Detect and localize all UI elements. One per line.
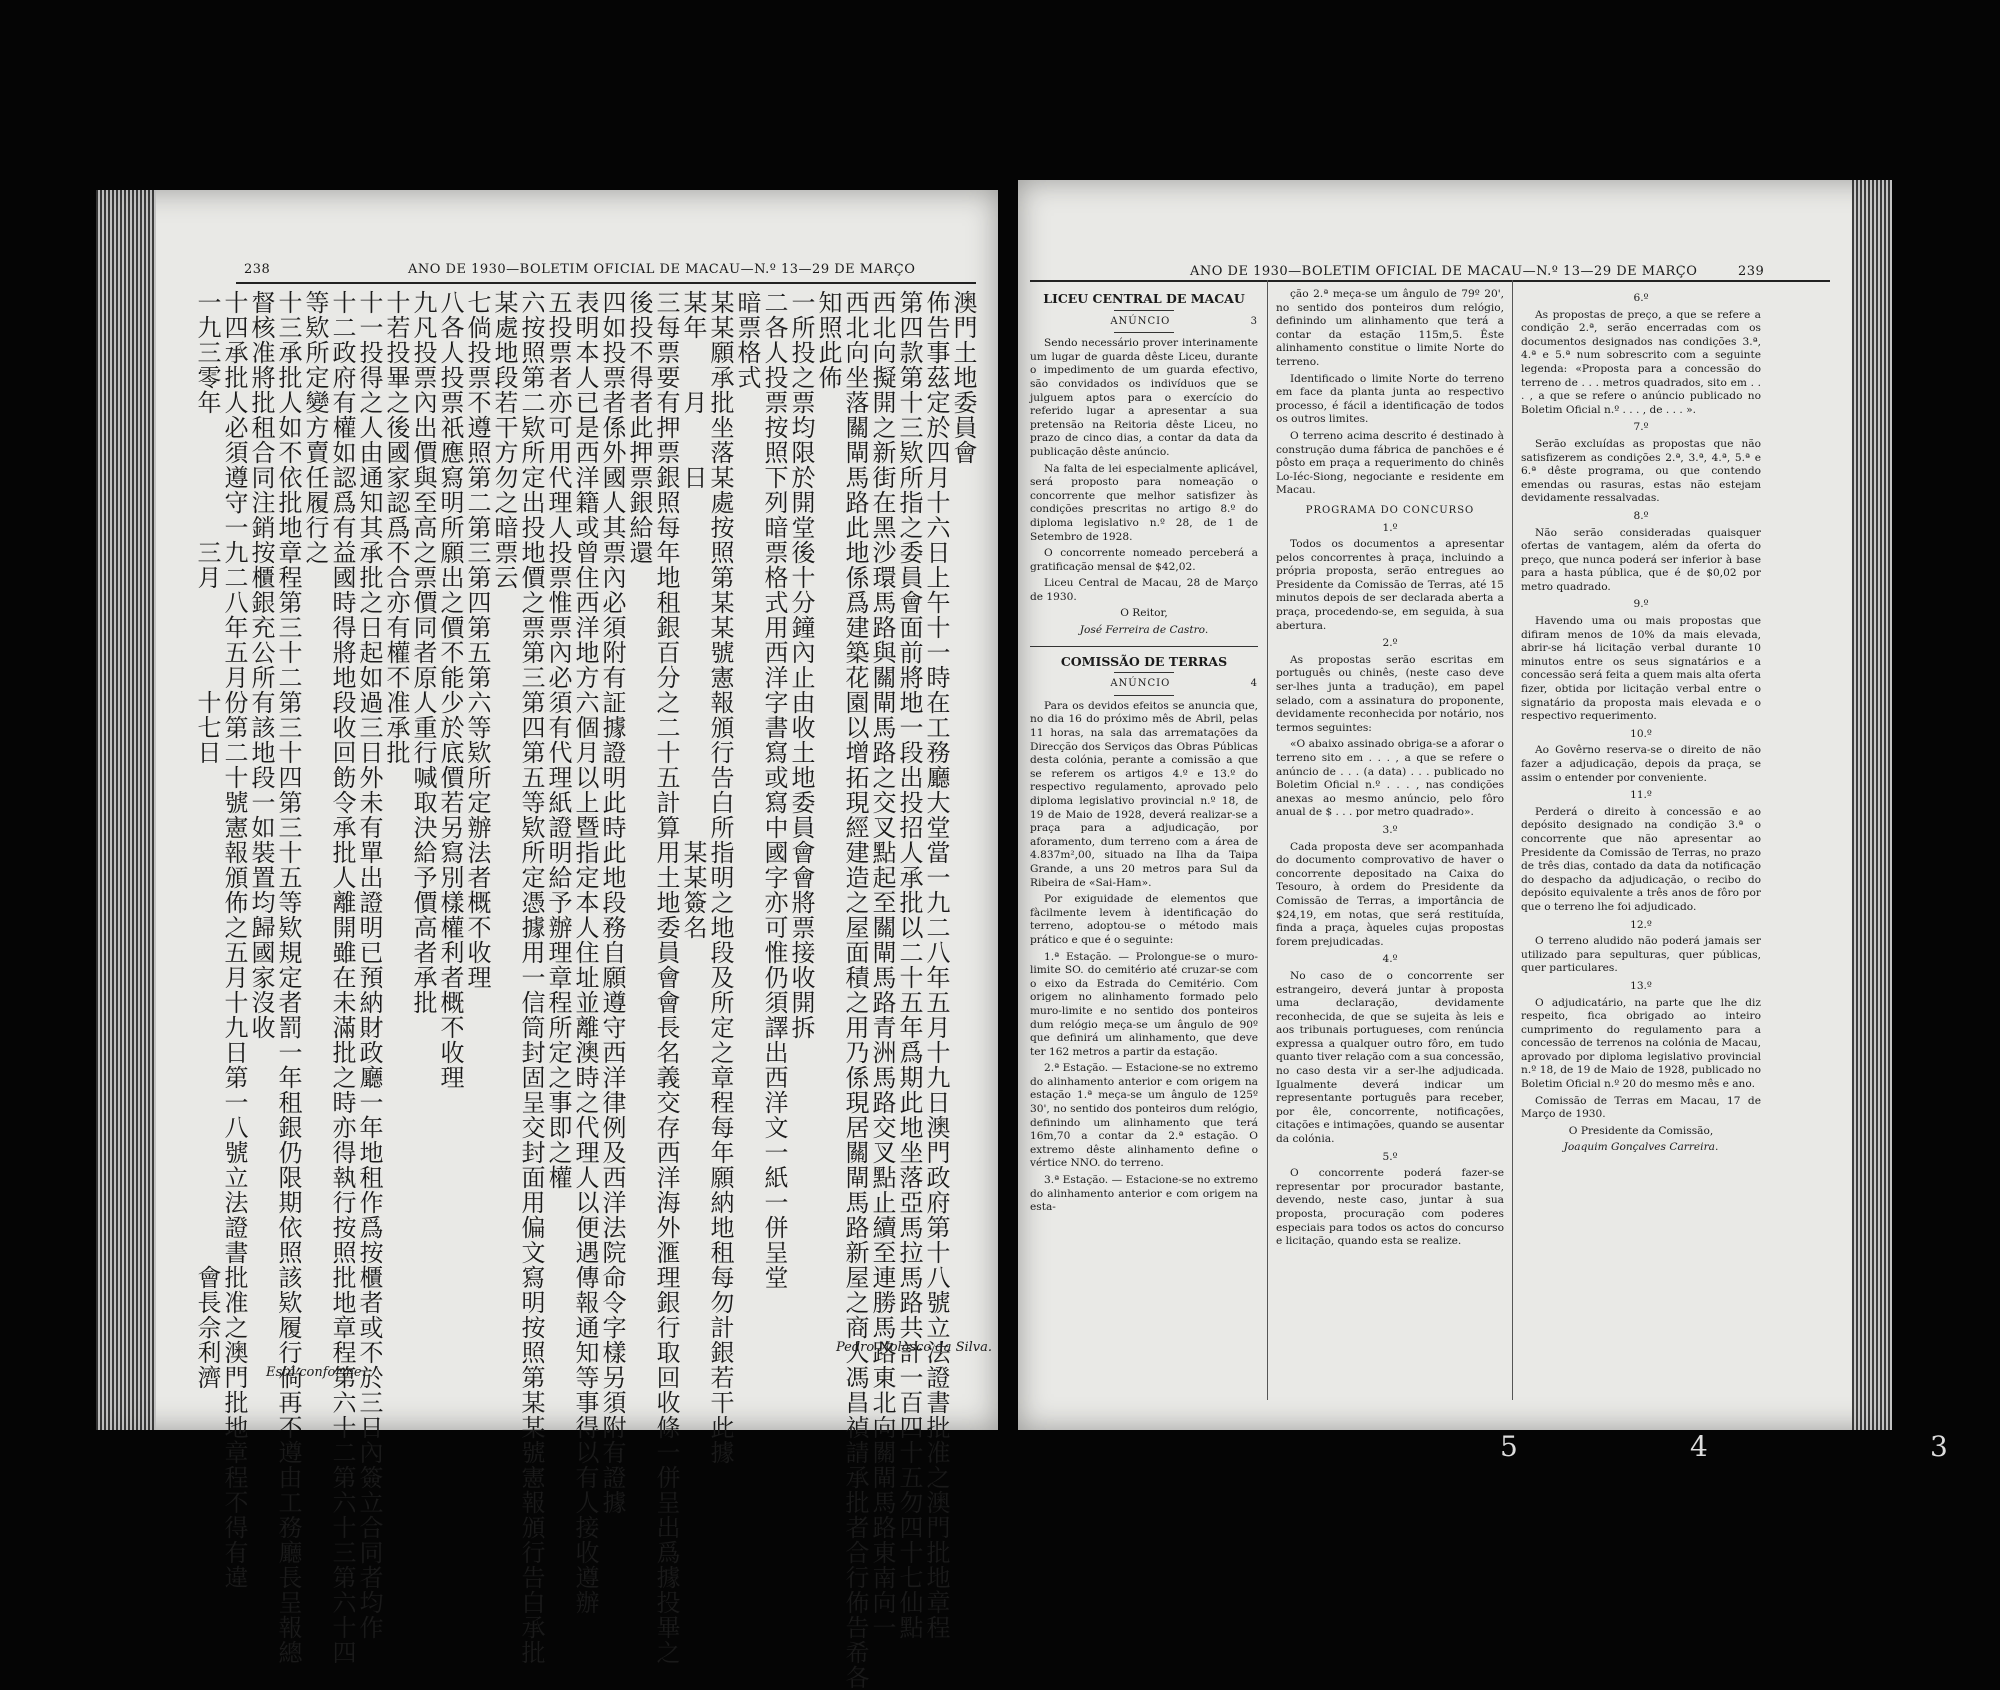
chinese-column: 九凡投票內出價與至高之票價同者原人重行喊取決給予價高者承批 bbox=[409, 290, 437, 1015]
programa-heading: PROGRAMA DO CONCURSO bbox=[1305, 504, 1475, 516]
liceu-paragraph-1: Sendo necessário prover interinamente um lugar de guarda dêste Liceu, durante o impedimento de um guarda efectivo, são convidados os indivíduos que se julguem aptos para o exercício do referido lugar a apresentar a sua pretensão na Reitoria dêste Liceu, no prazo de cinco dias, a contar da data da publicação dêste anúncio. bbox=[1030, 337, 1258, 458]
clause-9-number: 9.º bbox=[1633, 598, 1649, 611]
chinese-column: 某年 月 日 某某簽名 bbox=[679, 290, 707, 940]
comissao-date: Comissão de Terras em Macau, 17 de Março de 1930. bbox=[1521, 1094, 1761, 1121]
chinese-column: 十若投畢之後國家認爲不合亦有權不准承批 bbox=[382, 290, 410, 765]
right-header-rule bbox=[1030, 280, 1830, 282]
chinese-column: 督核准將批租合同注銷按櫃銀充公所有該地段一如裝置均歸國家沒收 bbox=[247, 290, 275, 1040]
clause-1-number: 1.º bbox=[1382, 521, 1398, 534]
clause-13: O adjudicatário, na parte que lhe diz respeito, fica obrigado ao inteiro cumprimento do regulamento para a concessão de terrenos na colónia de Macau, aprovado por diploma legislativo provincial n.º 18, de 19 de Maio de 1928, publicado no Boletim Oficial n.º 20 do mesmo mês e ano. bbox=[1521, 996, 1761, 1091]
col2-paragraph-3: O terreno acima descrito é destinado à construção duma fábrica de panchões e é pôsto em praça a requerimento do chinês Lo-Iéc-Siong, negociante e residente em Macau. bbox=[1276, 429, 1504, 497]
chinese-column: 某某願承批坐落某處按照第某某號憲報頒行告白所指明之地段及所定之章程每年願納地租每勿計銀若干此據 bbox=[706, 290, 734, 1465]
clause-3-number: 3.º bbox=[1382, 823, 1398, 836]
comissao-paragraph-1: Para os devidos efeitos se anuncia que, no dia 16 do próximo mês de Abril, pelas 11 horas, na sala das arrematações da Direcção dos Serviços das Obras Públicas desta colónia, perante a comissão a que se referem os artigos 4.º e 13.º do respectivo regulamento, aprovado pelo diploma legislativo provincial n.º 18, de 19 de Maio de 1928, deverá realizar-se a praça para a adjudicação, por aforamento, dum terreno com a área de 4.837m²,00, situado na Ilha da Taipa Grande, a uns 20 metros para Sul da Ribeira de «Sai-Ham». bbox=[1030, 699, 1258, 889]
chinese-column: 表明本人已是西洋籍或曾住西洋地方六個月以上暨指定本人住址並離澳時之代理人以便遇傳報通知等事得以有人接收遵辦 bbox=[571, 290, 599, 1615]
liceu-paragraph-3: O concorrente nomeado perceberá a gratificação mensal de $42,02. bbox=[1030, 547, 1258, 573]
clause-7-number: 7.º bbox=[1633, 421, 1649, 434]
chinese-column: 十三承批人如不依批地章程第三十二第三十四第三十五等欵規定者罰一年租銀仍限期依照該欵履行倘再不遵由工務廳長呈報總 bbox=[274, 290, 302, 1665]
estacao-1: 1.ª Estação. — Prolongue-se o muro-limite SO. do cemitério até cruzar-se com o eixo da Estrada do Cemitério. Com origem no alinhamento formado pelo muro-limite e no sentido dos ponteiros dum relógio meça-se um ângulo de 90º que definirá um alinhamento, que deve ter 162 metros a partir da estação. bbox=[1030, 950, 1258, 1058]
chinese-column: 後投不得者此押票銀給還 bbox=[625, 290, 653, 565]
chinese-column: 佈告事茲定於四月十六日上午十一時在工務廳大堂當一九二八年五月十九日澳門政府第十八號立法證書批准之澳門批地章程 bbox=[922, 290, 950, 1640]
liceu-date: Liceu Central de Macau, 28 de Março de 1930. bbox=[1030, 577, 1258, 603]
clause-4-number: 4.º bbox=[1382, 953, 1398, 966]
clause-11-number: 11.º bbox=[1630, 789, 1652, 802]
chinese-column: 四如投票者係外國人其票內必須附有証據證明此時此地段務自願遵守西洋律例及西洋法院命令字樣另須附有證據 bbox=[598, 290, 626, 1515]
clause-2: As propostas serão escritas em português ou chinês, (neste caso deve ser-lhes junta a tradução), em papel selado, com a assinatura do proponente, devidamente reconhecida por notário, nos termos seguintes: bbox=[1276, 653, 1504, 734]
estacao-3: 3.ª Estação. — Estacione-se no extremo do alinhamento anterior e com origem na esta- bbox=[1030, 1174, 1258, 1214]
left-header: ANO DE 1930—BOLETIM OFICIAL DE MACAU—N.º 13—29 DE MARÇO bbox=[408, 262, 916, 277]
clause-6: As propostas de preço, a que se refere a condição 2.ª, serão encerradas com os documentos designados nas condições 3.ª, 4.ª e 5.ª num sobrescrito com a seguinte legenda: «Proposta para a concessão do terreno de . . . metros quadrados, sito em . . . , a que se refere o anúncio publicado no Boletim Oficial n.º . . . , de . . . ». bbox=[1521, 308, 1761, 416]
right-page bbox=[1018, 180, 1892, 1430]
column-2 bbox=[1276, 288, 1504, 1408]
clause-6-number: 6.º bbox=[1633, 292, 1649, 304]
chinese-column: 知照此佈 bbox=[814, 290, 842, 390]
liceu-title: LICEU CENTRAL DE MACAU bbox=[1043, 291, 1245, 306]
column-3 bbox=[1521, 288, 1761, 1408]
anuncio-3-heading: ANÚNCIO 3 bbox=[1110, 315, 1258, 327]
chinese-column: 八各人投票祇應寫明所願出之價不能少於底價若另寫別樣權利者概不收理 bbox=[436, 290, 464, 1090]
comissao-title: COMISSÃO DE TERRAS bbox=[1060, 653, 1228, 669]
left-header-rule bbox=[236, 282, 976, 284]
clause-4: No caso de o concorrente ser estrangeiro, deverá juntar à proposta uma declaração, devidamente reconhecida, de que se sujeita às leis e aos tribunais portugueses, com renúncia expressa a qualquer outro fôro, em tudo quanto tiver relação com a sua concessão, no caso desta vir a ser-lhe adjudicada. Igualmente deverá indicar um representante português para receber, por êle, concorrente, notificações, citações e intimações, quando se ausentar da colónia. bbox=[1276, 969, 1504, 1146]
comissao-paragraph-2: Por exiguidade de elementos que fàcilmente levem à identificação do terreno, adoptou-se o método mais prático e que é o seguinte: bbox=[1030, 893, 1258, 946]
liceu-signature: José Ferreira de Castro. bbox=[1079, 624, 1209, 637]
clause-8-number: 8.º bbox=[1633, 509, 1649, 522]
column-divider-2 bbox=[1512, 280, 1513, 1400]
chinese-column: 某處地段若干方勿之暗票云 bbox=[490, 290, 518, 590]
chinese-column: 十一投得之人由通知其承批之日起如過三日外未有單出證明已預納財政廳一年地租作爲按櫃者或不於三日內簽立合同者均作 bbox=[355, 290, 383, 1640]
page-edge-left bbox=[96, 190, 156, 1430]
chinese-column: 七倘投票不遵照第二第三第四第五第六等欵所定辦法者概不收理 bbox=[463, 290, 491, 990]
clause-9: Havendo uma ou mais propostas que difiram menos de 10% da mais elevada, abrir-se há licitação verbal durante 10 minutos entre os seus signatários e a concessão será feita a quem mais alta oferta fizer, obtida por licitação verbal entre o signatário da proposta mais elevada e o respectivo requerimento. bbox=[1521, 615, 1761, 723]
clause-7: Serão excluídas as propostas que não satisfizerem as condições 2.ª, 3.ª, 4.ª, 5.ª e 6.ª dêste programa, ou que contendo emendas ou rasuras, estas não estejam devidamente ressalvadas. bbox=[1521, 437, 1761, 505]
clause-10-number: 10.º bbox=[1630, 727, 1652, 740]
chinese-column: 二各人投票按照下列暗票格式用西洋字書寫或寫中國字亦可惟仍須譯出西洋文一紙一併呈堂 bbox=[760, 290, 788, 1290]
chinese-column: 澳門土地委員會 bbox=[949, 290, 977, 465]
chinese-column: 西北向坐落關閘馬路此地係爲建築花園以增拓現經建造之屋面積之用乃係現居關閘馬路新屋之商人馮昌禎請承批者合行佈告希各 bbox=[841, 290, 869, 1690]
clause-5-number: 5.º bbox=[1382, 1150, 1398, 1163]
chinese-column: 西北向擬開之新街在黑沙環馬路與關閘馬路之交叉點起至關閘馬路青洲馬路交叉點止續至連勝馬路東北向關閘馬路東南向一 bbox=[868, 290, 896, 1640]
page-edge-right bbox=[1852, 180, 1892, 1430]
column-1 bbox=[1030, 288, 1258, 1408]
clause-10: Ao Govêrno reserva-se o direito de não fazer a adjudicação, depois da praça, se assim o entender por conveniente. bbox=[1521, 744, 1761, 784]
chinese-column: 五投票者亦可用代理人投票惟票內必須有代理紙證明給予辦理章程所定之事即之權 bbox=[544, 290, 572, 1190]
chinese-column: 一所投之票均限於開堂後十分鐘內止由收土地委員會會將票接收開拆 bbox=[787, 290, 815, 1040]
left-page-number: 238 bbox=[244, 262, 271, 277]
right-header: ANO DE 1930—BOLETIM OFICIAL DE MACAU—N.º 13—29 DE MARÇO bbox=[1190, 264, 1698, 279]
comissao-sign-title: O Presidente da Comissão, bbox=[1568, 1124, 1714, 1137]
clause-12: O terreno aludido não poderá jamais ser utilizado para sepulturas, quer públicas, quer particulares. bbox=[1521, 935, 1761, 975]
signature-conforme: Está conforme. bbox=[266, 1365, 366, 1380]
clause-3: Cada proposta deve ser acompanhada do documento comprovativo de haver o concorrente depositado na Caixa do Tesouro, à ordem do Presidente da Comissão de Terras, a importância de $24,19, em notas, que será restituída, finda a praça, àqueles cujas propostas forem prejudicadas. bbox=[1276, 840, 1504, 948]
clause-5: O concorrente poderá fazer-se representar por procurador bastante, devendo, neste caso, juntar à sua proposta, procuração com poderes especiais para todos os actos do concurso e licitação, quando esta se realize. bbox=[1276, 1167, 1504, 1248]
clause-2-number: 2.º bbox=[1382, 637, 1398, 650]
clause-2-formula: «O abaixo assinado obriga-se a aforar o terreno sito em . . . , a que se refere o anúncio de . . . (a data) . . . publicado no Boletim Oficial n.º . . . , nas condições anexas ao mesmo anúncio, pelo fôro anual de $ . . . por metro quadrado». bbox=[1276, 738, 1504, 819]
column-divider-1 bbox=[1267, 280, 1268, 1400]
clause-13-number: 13.º bbox=[1630, 979, 1652, 992]
liceu-paragraph-2: Na falta de lei especialmente aplicável, será proposto para nomeação o concorrente que melhor satisfizer às condições prescritas no artigo 8.º do diploma legislativo n.º 28, de 1 de Setembro de 1928. bbox=[1030, 462, 1258, 543]
right-page-number: 239 bbox=[1738, 264, 1765, 279]
chinese-column: 第四款第十三欵所指之委員會面前將地一段出投招人承批以二十五年爲期此地坐落亞馬拉馬路共計一百四十五勿四十七仙點 bbox=[895, 290, 923, 1640]
clause-1: Todos os documentos a apresentar pelos concorrentes à praça, incluindo a própria proposta, serão entregues ao Presidente da Comissão de Terras, até 15 minutos depois de ser declarada aberta a praça, procedendo-se, em seguida, à sua abertura. bbox=[1276, 538, 1504, 632]
chinese-column: 一九三零年 三月 十七日 會長佘利濟 bbox=[193, 290, 221, 1390]
left-page bbox=[96, 190, 998, 1690]
clause-11: Perderá o direito à concessão e ao depósito designado na condição 3.ª o concorrente que não apresentar ao Presidente da Comissão de Terras, no prazo de três dias, contado da data da notificação do despacho da adjudicação, o recibo do depósito equivalente a três anos de fôro por que o terreno lhe foi adjudicado. bbox=[1521, 805, 1761, 913]
chinese-column: 六按照第二欵所定出投地價之票第三第四第五等欵所定憑據用一信筒封固呈交封面用偏文寫明按照第某某號憲報頒行告白承批 bbox=[517, 290, 545, 1665]
anuncio-4-heading: ANÚNCIO 4 bbox=[1110, 678, 1258, 690]
chinese-column: 十四承批人必須遵守一九二八年五月份第二十號憲報頒佈之五月十九日第一八號立法證書批准之澳門批地章程不得有違 bbox=[220, 290, 248, 1590]
chinese-column: 暗票格式 bbox=[733, 290, 761, 390]
scan-mark-3: 3 bbox=[1930, 1430, 1948, 1463]
col2-paragraph-2: Identificado o limite Norte do terreno em face da planta junta ao respectivo processo, é fácil a identificação de todos os outros limites. bbox=[1276, 372, 1504, 426]
col2-paragraph-1: ção 2.ª meça-se um ângulo de 79º 20', no sentido dos ponteiros dum relógio, definindo um alinhamento que terá a contar da estação 115m,5. Êste alinhamento constitue o limite Norte do terreno. bbox=[1276, 288, 1504, 368]
estacao-2: 2.ª Estação. — Estacione-se no extremo do alinhamento anterior e com origem na estação 1.ª meça-se um ângulo de 125º 30', no sentido dos ponteiros dum relógio, definindo um alinhamento que terá 16m,70 a contar da 2.ª estação. O extremo dêste alinhamento define o vértice NNO. do terreno. bbox=[1030, 1062, 1258, 1170]
chinese-column: 十二政府有權如認爲有益國時得將地段收回飭令承批人離開雖在未滿批之時亦得執行按照批地章程第六十二第六十三第六十四 bbox=[328, 290, 356, 1665]
scan-mark-4: 4 bbox=[1690, 1430, 1708, 1463]
liceu-sign-title: O Reitor, bbox=[1120, 607, 1168, 620]
chinese-column: 等欵所定變方賣任履行之 bbox=[301, 290, 329, 565]
comissao-signature: Joaquim Gonçalves Carreira. bbox=[1563, 1141, 1719, 1154]
signature-pedro: Pedro Nolasco da Silva. bbox=[836, 1340, 993, 1355]
chinese-column: 三每票要有押票銀照每年地租銀百分之二十五計算用土地委員會會長名義交存西洋海外滙理銀行取回收條一併呈出爲據投畢之 bbox=[652, 290, 680, 1665]
scan-mark-5: 5 bbox=[1500, 1430, 1518, 1463]
clause-12-number: 12.º bbox=[1630, 918, 1652, 931]
clause-8: Não serão consideradas quaisquer ofertas de vantagem, além da oferta do preço, que nunca poderá ser inferior à base para a hasta pública, que é de $0,02 por metro quadrado. bbox=[1521, 526, 1761, 593]
